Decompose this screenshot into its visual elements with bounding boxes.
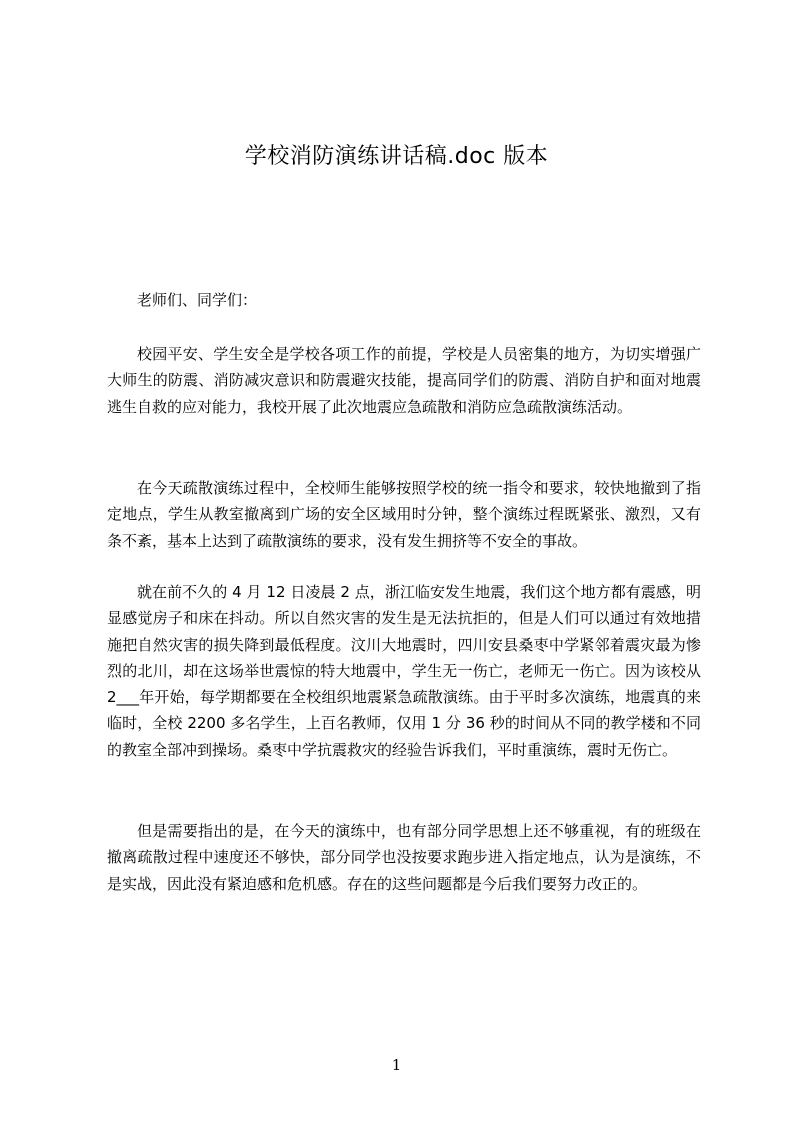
paragraph-problems: 但是需要指出的是，在今天的演练中，也有部分同学思想上还不够重视，有的班级在撤离疏散过程中速度还不够快，部分同学也没按要求跑步进入指定地点，认为是演练，不是实战，因此没有紧迫感和危机感。存在的这些问题都是今后我们要努力改正的。 xyxy=(107,822,701,893)
paragraph-earthquake-example: 就在前不久的 4 月 12 日凌晨 2 点，浙江临安发生地震，我们这个地方都有震感，明显感觉房子和床在抖动。所以自然灾害的发生是无法抗拒的，但是人们可以通过有效地措施把自然灾害的损失降到最低程度。汶川大地震时，四川安县桑枣中学紧邻着震灾最为惨烈的北川，却在这场举世震惊的特大地震中，学生无一伤亡，老师无一伤亡。因为该校从 2___年开始，每学期都要在全校组织地震紧急疏散演练。由于平时多次演练，地震真的来临时，全校 2200 多名学生，上百名教师，仅用 1 分 36 秒的时间从不同的教学楼和不同的教室全部冲到操场。桑枣中学抗震救灾的经验告诉我们，平时重演练，震时无伤亡。 xyxy=(107,583,701,759)
page-number: 1 xyxy=(391,1056,402,1074)
paragraph-safety-importance: 校园平安、学生安全是学校各项工作的前提，学校是人员密集的地方，为切实增强广大师生的防震、消防减灾意识和防震避灾技能，提高同学们的防震、消防自护和面对地震逃生自救的应对能力，我校开展了此次地震应急疏散和消防应急疏散演练活动。 xyxy=(107,345,701,416)
document-title: 学校消防演练讲话稿.doc 版本 xyxy=(244,144,549,169)
greeting: 老师们、同学们： xyxy=(137,291,258,309)
paragraph-drill-summary: 在今天疏散演练过程中，全校师生能够按照学校的统一指令和要求，较快地撤到了指定地点，学生从教室撤离到广场的安全区域用时分钟，整个演练过程既紧张、激烈，又有条不紊，基本上达到了疏散演练的要求，没有发生拥挤等不安全的事故。 xyxy=(107,479,701,550)
